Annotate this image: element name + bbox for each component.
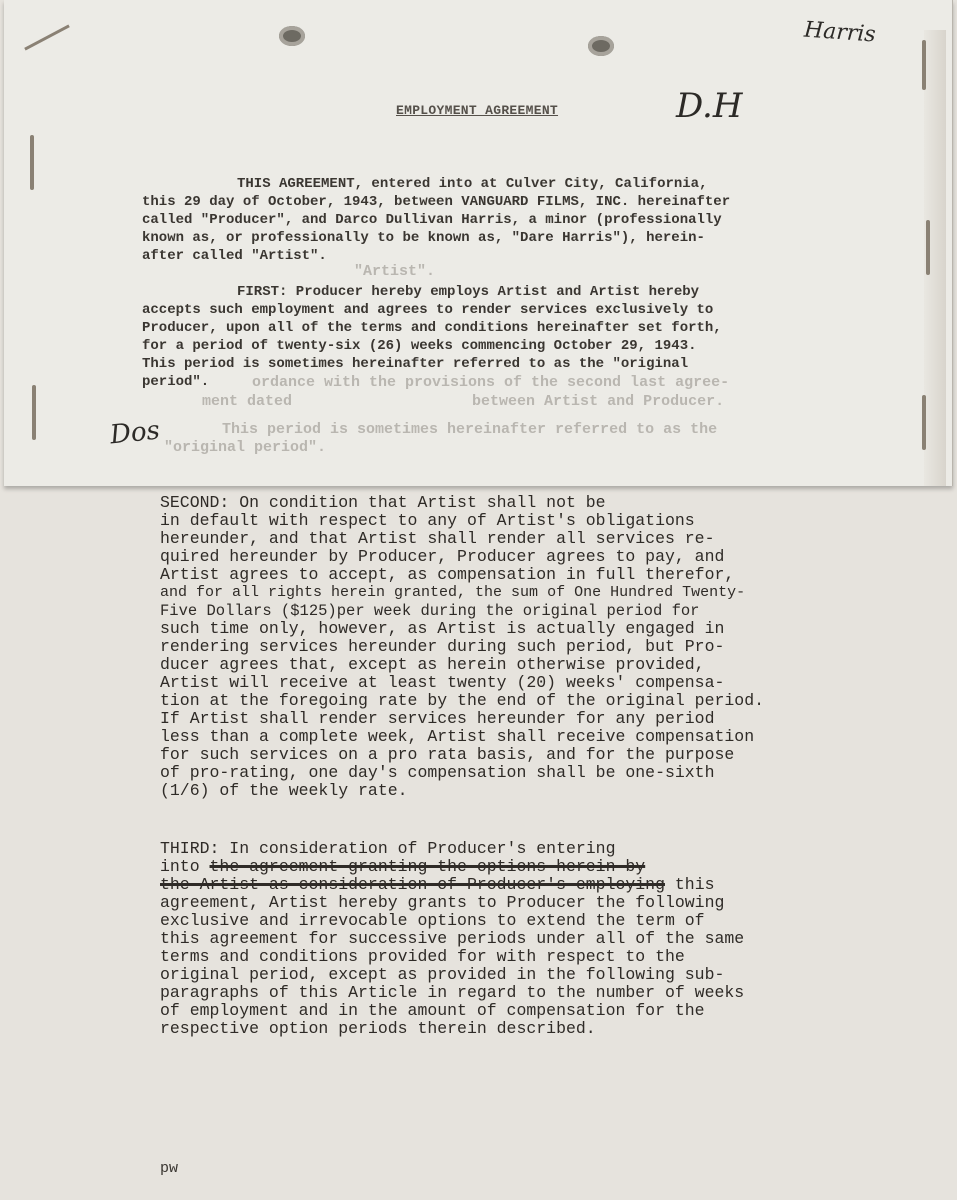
text-line: for a period of twenty-six (26) weeks commencing October 29, 1943. — [142, 338, 697, 354]
text-line: Producer, upon all of the terms and conditions hereinafter set forth, — [142, 320, 722, 336]
handwritten-name: Harris — [803, 17, 877, 48]
staple-mark — [922, 395, 926, 450]
staple-mark — [922, 40, 926, 90]
text-line: agreement, Artist hereby grants to Producer the following — [160, 893, 725, 912]
text-fragment: into — [160, 857, 210, 876]
handwritten-initials: D.H — [676, 86, 743, 126]
blank-line — [142, 265, 832, 283]
text-line: exclusive and irrevocable options to extend the term of — [160, 911, 705, 930]
text-line: rendering services hereunder during such period, but Pro- — [160, 637, 725, 656]
text-line: Artist agrees to accept, as compensation in full therefor, — [160, 565, 735, 584]
document-title: EMPLOYMENT AGREEMENT — [396, 103, 559, 118]
text-line: respective option periods therein described. — [160, 1019, 596, 1038]
text-line: ducer agrees that, except as herein otherwise provided, — [160, 655, 705, 674]
text-line: tion at the foregoing rate by the end of the original period. — [160, 691, 764, 710]
second-clause — [160, 494, 764, 800]
text-line: terms and conditions provided for with respect to the — [160, 947, 685, 966]
text-line: such time only, however, as Artist is actually engaged in — [160, 619, 725, 638]
text-line: paragraphs of this Article in regard to the number of weeks — [160, 983, 745, 1002]
text-line: known as, or professionally to be known as, "Dare Harris"), herein- — [142, 230, 705, 246]
staple-wire — [24, 24, 70, 50]
typist-initials: pw — [160, 1160, 179, 1177]
text-line: Five Dollars ($125)per week during the original period for — [160, 602, 700, 620]
text-line: SECOND: On condition that Artist shall not be — [160, 493, 606, 512]
text-line: this 29 day of October, 1943, between VANGUARD FILMS, INC. hereinafter — [142, 194, 731, 210]
text-line: in default with respect to any of Artist's obligations — [160, 511, 695, 530]
text-line: called "Producer", and Darco Dullivan Harris, a minor (professionally — [142, 212, 722, 228]
faded-underlay-2: ordance with the provisions of the second last agree- — [252, 374, 730, 391]
text-line: If Artist shall render services hereunder for any period — [160, 709, 715, 728]
text-line: for such services on a pro rata basis, and for the purpose — [160, 745, 735, 764]
text-line: (1/6) of the weekly rate. — [160, 781, 408, 800]
preamble-and-first-clause — [142, 175, 832, 391]
text-line: of employment and in the amount of compensation for the — [160, 1001, 705, 1020]
handwritten-margin-note: Dos — [108, 415, 162, 451]
text-line: This period is sometimes hereinafter referred to as the "original — [142, 356, 689, 372]
text-line: less than a complete week, Artist shall receive compensation — [160, 727, 755, 746]
faded-underlay-4: This period is sometimes hereinafter referred to as the — [222, 421, 718, 438]
faded-underlay-3: ment dated between Artist and Producer. — [202, 393, 725, 410]
struck-out-text: the Artist as consideration of Producer's employing — [160, 875, 665, 894]
text-line: this agreement for successive periods under all of the same — [160, 929, 745, 948]
text-line: accepts such employment and agrees to render services exclusively to — [142, 302, 714, 318]
overlay-slip — [4, 0, 953, 486]
text-line: THIS AGREEMENT, entered into at Culver City, California, — [237, 176, 708, 192]
text-line: of pro-rating, one day's compensation shall be one-sixth — [160, 763, 715, 782]
faded-underlay-5: "original period". — [164, 439, 327, 456]
staple-mark — [32, 385, 36, 440]
text-fragment: this — [664, 875, 715, 894]
staple-mark — [926, 220, 930, 275]
faded-underlay-1: "Artist". — [354, 263, 436, 280]
text-line: quired hereunder by Producer, Producer agrees to pay, and — [160, 547, 725, 566]
text-line: period". — [142, 374, 210, 390]
text-line: original period, except as provided in the following sub- — [160, 965, 725, 984]
text-line: after called "Artist". — [142, 248, 327, 264]
punch-hole — [588, 36, 614, 56]
text-line: THIRD: In consideration of Producer's entering — [160, 839, 616, 858]
text-line: hereunder, and that Artist shall render all services re- — [160, 529, 715, 548]
struck-out-text: the agreement granting the options herein by — [209, 857, 646, 876]
text-line: and for all rights herein granted, the sum of One Hundred Twenty- — [160, 584, 746, 601]
text-line: FIRST: Producer hereby employs Artist and Artist hereby — [237, 284, 700, 300]
text-line: Artist will receive at least twenty (20) weeks' compensa- — [160, 673, 725, 692]
staple-mark — [30, 135, 34, 190]
third-clause — [160, 840, 744, 1038]
punch-hole — [279, 26, 305, 46]
text-line-with-strikeout — [160, 876, 744, 894]
text-line-with-strikeout — [160, 858, 744, 876]
